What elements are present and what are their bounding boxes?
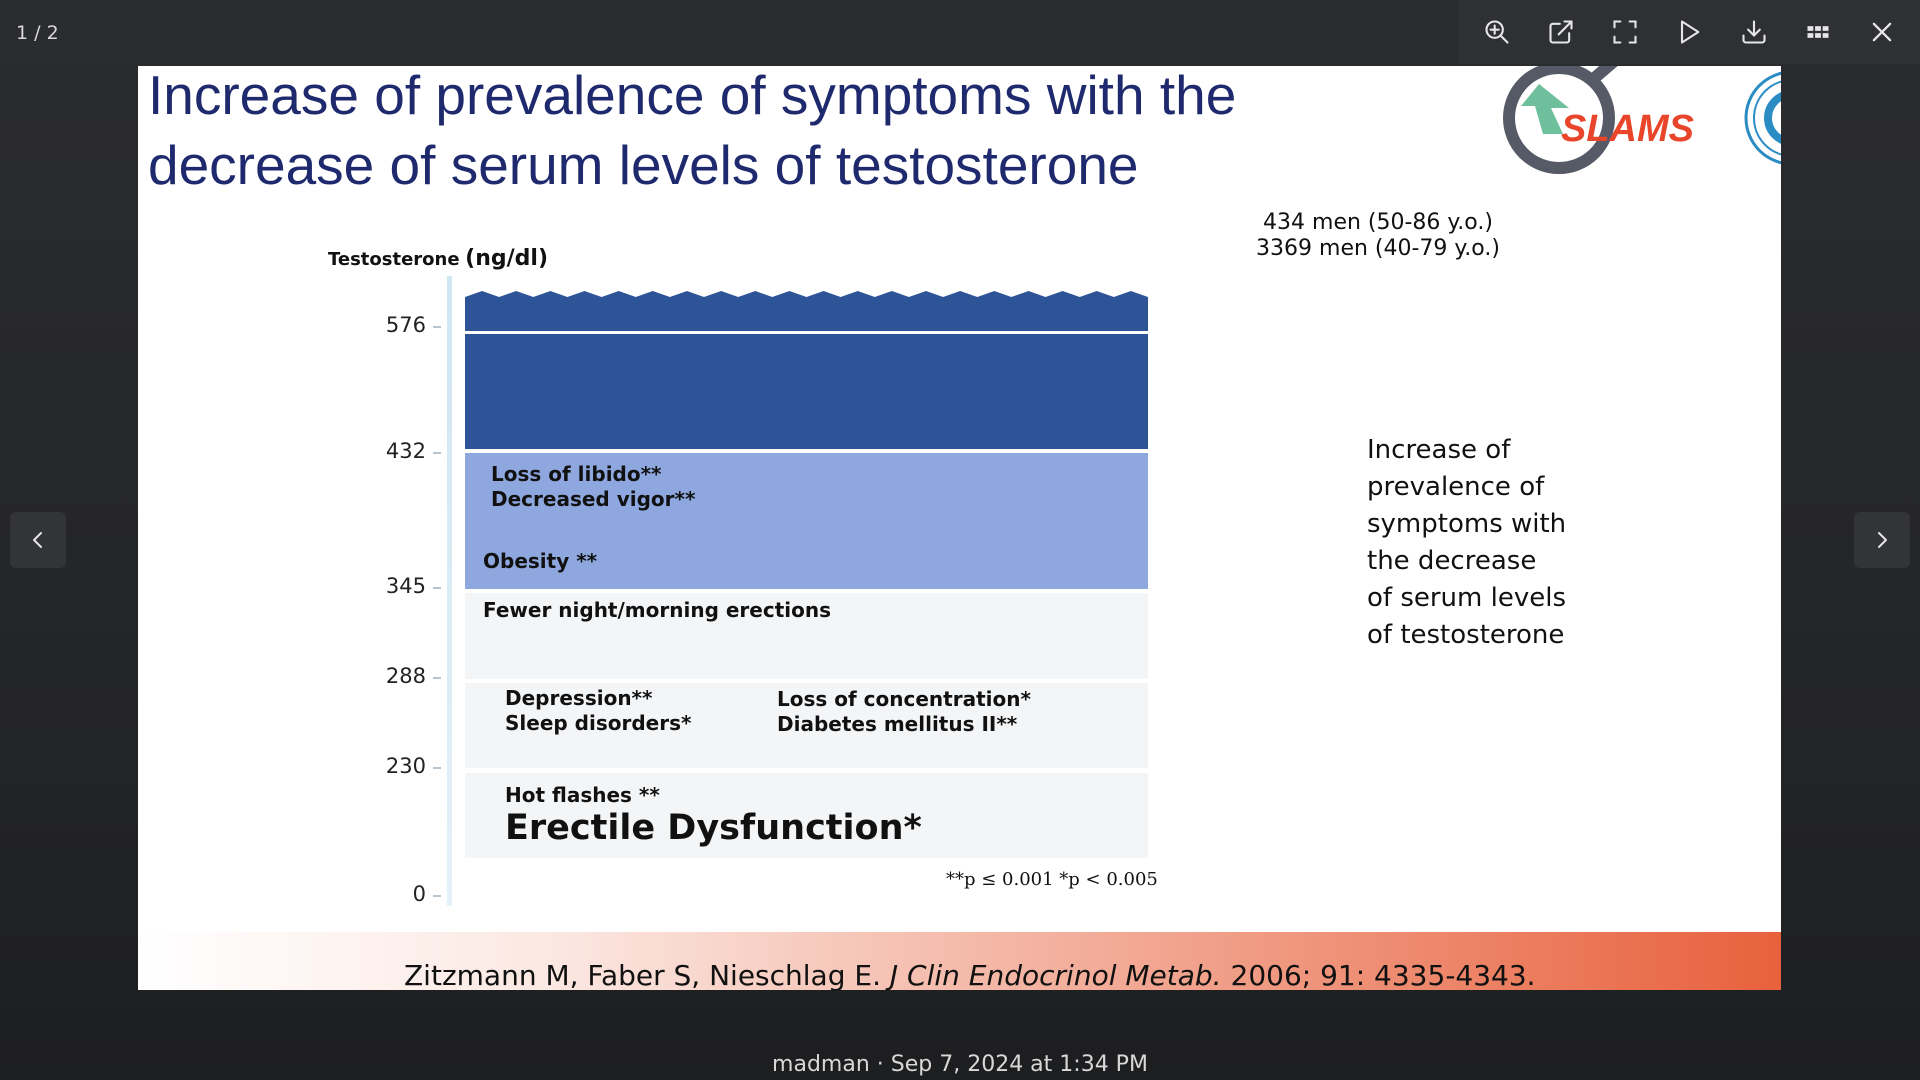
symptom-obesity: Obesity ** [483, 549, 598, 573]
slide-title-line-2: decrease of serum levels of testosterone [148, 134, 1139, 196]
side-caption-line-3: symptoms with [1367, 509, 1567, 539]
y-axis-title-main: Testosterone [328, 249, 460, 270]
citation [404, 959, 1536, 990]
y-axis-title [328, 246, 548, 271]
symptom-loss-of-libido: Loss of libido** [491, 462, 662, 486]
side-caption-line-6: of testosterone [1367, 620, 1565, 650]
symptom-depression: Depression** [505, 686, 653, 710]
play-icon [1675, 18, 1703, 46]
close-icon [1868, 18, 1896, 46]
tick-mark-432 [433, 452, 441, 454]
download-button[interactable] [1730, 8, 1778, 56]
open-external-button[interactable] [1537, 8, 1585, 56]
citation-authors: Zitzmann M, Faber S, Nieschlag E. [404, 959, 881, 990]
symptom-erectile-dysfunction: Erectile Dysfunction* [505, 808, 922, 848]
previous-image-button[interactable] [10, 512, 66, 568]
zoom-in-icon [1483, 18, 1511, 46]
study-population [1238, 210, 1518, 262]
zoom-in-button[interactable] [1473, 8, 1521, 56]
slide-title [148, 66, 1448, 200]
tick-mark-288 [433, 677, 441, 679]
open-external-icon [1547, 18, 1575, 46]
citation-reference: 2006; 91: 4335-4343. [1230, 959, 1536, 990]
symptom-fewer-erections: Fewer night/morning erections [483, 598, 831, 622]
grid-icon [1804, 18, 1832, 46]
slideshow-play-button[interactable] [1665, 8, 1713, 56]
slide-side-caption [1367, 432, 1617, 654]
side-caption-line-1: Increase of [1367, 435, 1511, 465]
gallery-grid-button[interactable] [1794, 8, 1842, 56]
band-above-432 [465, 334, 1148, 449]
chevron-left-icon [26, 528, 50, 552]
study-population-line-2: 3369 men (40-79 y.o.) [1256, 236, 1500, 261]
chevron-right-icon [1870, 528, 1894, 552]
download-icon [1740, 18, 1768, 46]
slams-logo [1491, 66, 1701, 186]
image-caption: madman · Sep 7, 2024 at 1:34 PM [772, 1052, 1148, 1077]
tick-label-576: 576 [385, 313, 426, 337]
fullscreen-icon [1611, 18, 1639, 46]
symptom-loss-of-concentration: Loss of concentration* [777, 687, 1031, 711]
image-counter: 1 / 2 [16, 22, 59, 44]
symptom-decreased-vigor: Decreased vigor** [491, 487, 696, 511]
tick-mark-230 [433, 767, 441, 769]
tick-label-345: 345 [385, 574, 426, 598]
side-caption-line-5: of serum levels [1367, 583, 1566, 613]
side-caption-line-2: prevalence of [1367, 472, 1545, 502]
slams-logo-text: SLAMS [1561, 108, 1694, 150]
tick-label-288: 288 [385, 664, 426, 688]
symptom-hot-flashes: Hot flashes ** [505, 783, 660, 807]
viewer-toolbar [1459, 0, 1920, 64]
symptom-sleep-disorders: Sleep disorders* [505, 711, 692, 735]
partner-seal-logo [1730, 66, 1781, 176]
y-axis-line [447, 276, 452, 906]
tick-mark-0 [433, 895, 441, 897]
fullscreen-button[interactable] [1601, 8, 1649, 56]
next-image-button[interactable] [1854, 512, 1910, 568]
tick-label-432: 432 [385, 439, 426, 463]
study-population-line-1: 434 men (50-86 y.o.) [1263, 210, 1493, 235]
side-caption-line-4: the decrease [1367, 546, 1537, 576]
tick-mark-345 [433, 587, 441, 589]
p-value-legend: **p ≤ 0.001 *p < 0.005 [946, 869, 1158, 890]
band-wavy-top [465, 291, 1148, 331]
y-axis-title-unit: (ng/dl) [465, 246, 548, 271]
symptom-diabetes: Diabetes mellitus II** [777, 712, 1018, 736]
tick-label-0: 0 [412, 882, 426, 906]
slide-title-line-1: Increase of prevalence of symptoms with the [148, 66, 1237, 126]
close-button[interactable] [1858, 8, 1906, 56]
tick-label-230: 230 [385, 754, 426, 778]
tick-mark-576 [433, 326, 441, 328]
citation-journal: J Clin Endocrinol Metab. [889, 959, 1222, 990]
slide-image [138, 66, 1781, 990]
